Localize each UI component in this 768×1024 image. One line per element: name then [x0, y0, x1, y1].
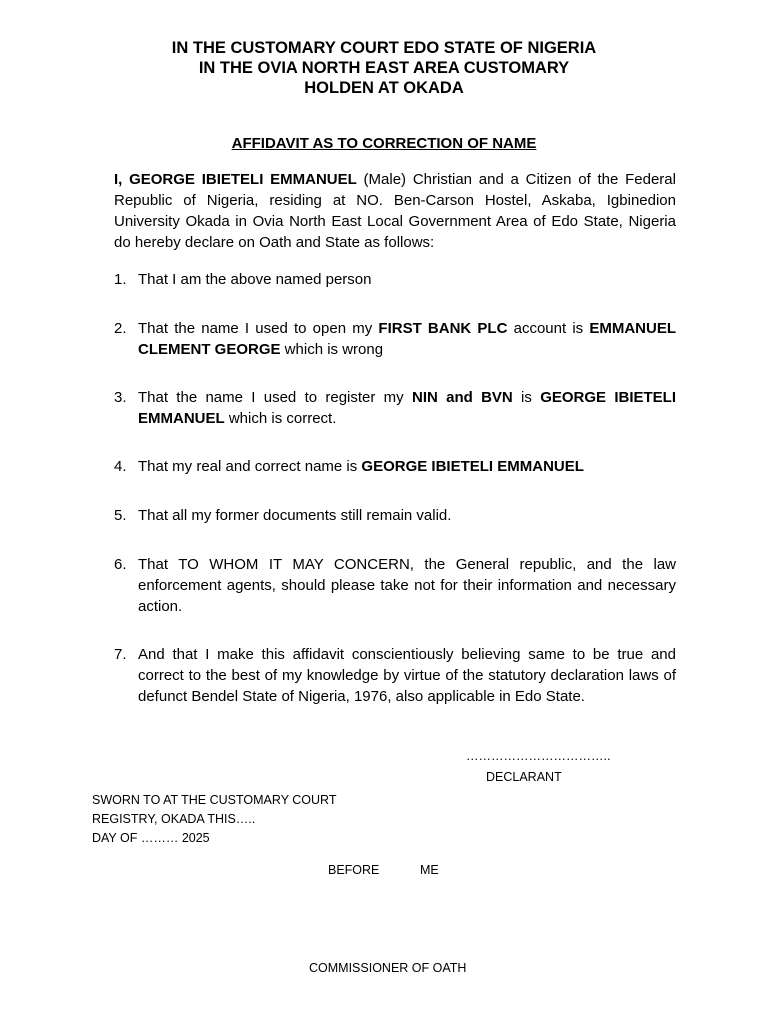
item-bold: GEORGE IBIETELI EMMANUEL [138, 389, 676, 427]
item-number: 4. [114, 458, 127, 475]
me-label: ME [420, 863, 439, 877]
list-item [114, 387, 676, 429]
item-number: 7. [114, 646, 127, 663]
intro-rest: (Male) Christian and a Citizen of the Federal Republic of Nigeria, residing at NO. Ben-Carson Hostel, Askaba, Igbinedion University Okada in Ovia North East Local Government Area of Edo State, Nigeria do hereby declare on Oath and State as follows: [114, 171, 676, 251]
item-text: And that I make this affidavit conscientiously believing same to be true and correct to the best of my knowledge by virtue of the statutory declaration laws of defunct Bendel State of Nigeria, 1976, also applicable in Edo State. [138, 646, 676, 705]
sworn-line-2: REGISTRY, OKADA THIS….. [92, 812, 256, 826]
item-number: 6. [114, 556, 127, 573]
item-text: That I am the above named person [138, 271, 372, 288]
declarant-name: GEORGE IBIETELI EMMANUEL [129, 171, 357, 188]
document-title: AFFIDAVIT AS TO CORRECTION OF NAME [231, 135, 537, 152]
item-bold: GEORGE IBIETELI EMMANUEL [361, 458, 584, 475]
before-label: BEFORE [328, 863, 380, 877]
sworn-line-1: SWORN TO AT THE CUSTOMARY COURT [92, 793, 337, 807]
item-bold: EMMANUEL CLEMENT GEORGE [138, 320, 677, 358]
item-number: 2. [114, 320, 127, 337]
item-bold: FIRST BANK PLC [378, 320, 508, 337]
item-text: That all my former documents still remain valid. [138, 507, 452, 524]
commissioner-label: COMMISSIONER OF OATH [309, 961, 467, 975]
list-item [114, 644, 676, 707]
item-text: account is [507, 320, 590, 337]
sworn-line-3: DAY OF ……… 2025 [92, 831, 210, 845]
list-item [114, 505, 676, 526]
item-number: 5. [114, 507, 127, 524]
declarant-label: DECLARANT [486, 770, 562, 784]
item-text: which is wrong [280, 341, 384, 358]
item-text: is [512, 389, 541, 406]
intro-paragraph [114, 169, 676, 253]
item-text: That my real and correct name is [138, 458, 362, 475]
list-item [114, 554, 676, 617]
item-text: That the name I used to open my [138, 320, 379, 337]
heading-line-3: HOLDEN AT OKADA [304, 79, 464, 97]
item-text: That the name I used to register my [138, 389, 412, 406]
item-text: That TO WHOM IT MAY CONCERN, the General republic, and the law enforcement agents, should please take not for their information and necessary action. [138, 556, 676, 615]
item-text: which is correct. [224, 410, 337, 427]
declarant-signature-line: …………………………….. [466, 749, 611, 763]
heading-line-2: IN THE OVIA NORTH EAST AREA CUSTOMARY [198, 59, 570, 77]
list-item [114, 269, 676, 290]
heading-line-1: IN THE CUSTOMARY COURT EDO STATE OF NIGERIA [171, 39, 597, 57]
list-item [114, 456, 676, 477]
intro-prefix: I, [114, 171, 130, 188]
item-bold: NIN and BVN [411, 389, 513, 406]
item-number: 1. [114, 271, 127, 288]
court-heading [0, 38, 768, 98]
list-item [114, 318, 676, 360]
item-number: 3. [114, 389, 127, 406]
